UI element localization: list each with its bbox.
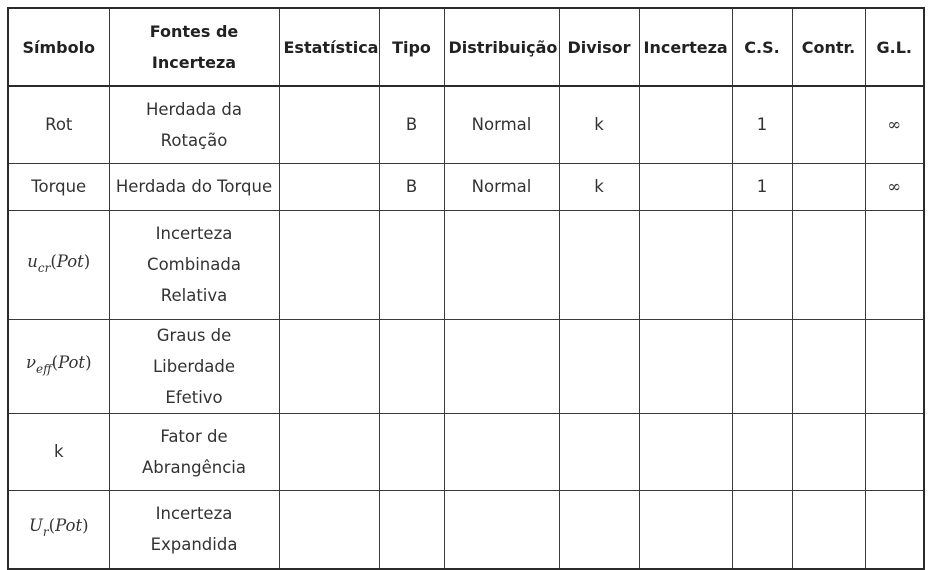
symbol-subscript: r — [42, 525, 49, 540]
header-uncertainty: Incerteza — [639, 8, 732, 86]
distribution-cell: Normal — [444, 86, 559, 163]
cs-cell — [732, 319, 792, 413]
symbol-base: u — [27, 251, 38, 271]
table-row — [8, 163, 924, 210]
header-row — [8, 8, 924, 86]
type-cell: B — [379, 163, 444, 210]
symbol-cell: Rot — [8, 86, 109, 163]
divisor-cell — [559, 319, 639, 413]
header-divisor: Divisor — [559, 8, 639, 86]
divisor-cell — [559, 490, 639, 569]
header-contribution: Contr. — [792, 8, 865, 86]
symbol-cell: $U_r(Pot)$ — [8, 490, 109, 569]
divisor-cell: k — [559, 86, 639, 163]
gl-cell — [865, 210, 924, 319]
distribution-cell — [444, 490, 559, 569]
contr-cell — [792, 490, 865, 569]
type-cell — [379, 413, 444, 490]
symbol-base: U — [28, 516, 43, 536]
symbol-cell: $u_{cr}(Pot)$ — [8, 210, 109, 319]
statistic-cell — [279, 413, 379, 490]
type-cell — [379, 490, 444, 569]
header-degrees-of-freedom: G.L. — [865, 8, 924, 86]
gl-cell — [865, 413, 924, 490]
source-cell: Herdada da Rotação — [109, 86, 279, 163]
contr-cell — [792, 86, 865, 163]
table-row — [8, 210, 924, 319]
source-cell: Herdada do Torque — [109, 163, 279, 210]
symbol-argument: Pot — [58, 353, 86, 372]
statistic-cell — [279, 210, 379, 319]
source-cell: Incerteza Expandida — [109, 490, 279, 569]
gl-cell — [865, 319, 924, 413]
gl-cell: ∞ — [865, 86, 924, 163]
cs-cell: 1 — [732, 86, 792, 163]
contr-cell — [792, 163, 865, 210]
symbol-cell: k — [8, 413, 109, 490]
uncertainty-cell — [639, 163, 732, 210]
symbol-argument: Pot — [55, 516, 83, 536]
header-type: Tipo — [379, 8, 444, 86]
divisor-cell: k — [559, 163, 639, 210]
symbol-base: ν — [25, 353, 37, 372]
header-sensitivity-coefficient: C.S. — [732, 8, 792, 86]
contr-cell — [792, 319, 865, 413]
statistic-cell — [279, 163, 379, 210]
type-cell — [379, 210, 444, 319]
distribution-cell: Normal — [444, 163, 559, 210]
type-cell — [379, 319, 444, 413]
header-statistic: Estatística — [279, 8, 379, 86]
distribution-cell — [444, 413, 559, 490]
divisor-cell — [559, 210, 639, 319]
cs-cell — [732, 210, 792, 319]
statistic-cell — [279, 86, 379, 163]
table-row — [8, 490, 924, 569]
symbol-subscript: eff — [36, 362, 52, 376]
type-cell: B — [379, 86, 444, 163]
uncertainty-cell — [639, 86, 732, 163]
symbol-argument: Pot — [56, 251, 84, 271]
divisor-cell — [559, 413, 639, 490]
uncertainty-budget-table — [7, 7, 925, 570]
symbol-cell: Torque — [8, 163, 109, 210]
cs-cell — [732, 413, 792, 490]
statistic-cell — [279, 319, 379, 413]
source-cell: Graus de Liberdade Efetivo — [109, 319, 279, 413]
table-row — [8, 319, 924, 413]
source-cell: Incerteza Combinada Relativa — [109, 210, 279, 319]
cs-cell: 1 — [732, 163, 792, 210]
cs-cell — [732, 490, 792, 569]
header-symbol: Símbolo — [8, 8, 109, 86]
uncertainty-cell — [639, 413, 732, 490]
source-cell: Fator de Abrangência — [109, 413, 279, 490]
gl-cell: ∞ — [865, 163, 924, 210]
contr-cell — [792, 210, 865, 319]
distribution-cell — [444, 319, 559, 413]
symbol-cell: $\nu_{eff}(Pot)$ — [8, 319, 109, 413]
header-distribution: Distribuição — [444, 8, 559, 86]
uncertainty-cell — [639, 210, 732, 319]
statistic-cell — [279, 490, 379, 569]
contr-cell — [792, 413, 865, 490]
distribution-cell — [444, 210, 559, 319]
symbol-subscript: cr — [37, 260, 51, 275]
header-source: Fontes de Incerteza — [109, 8, 279, 86]
table-row — [8, 413, 924, 490]
table-row — [8, 86, 924, 163]
gl-cell — [865, 490, 924, 569]
uncertainty-cell — [639, 319, 732, 413]
uncertainty-cell — [639, 490, 732, 569]
